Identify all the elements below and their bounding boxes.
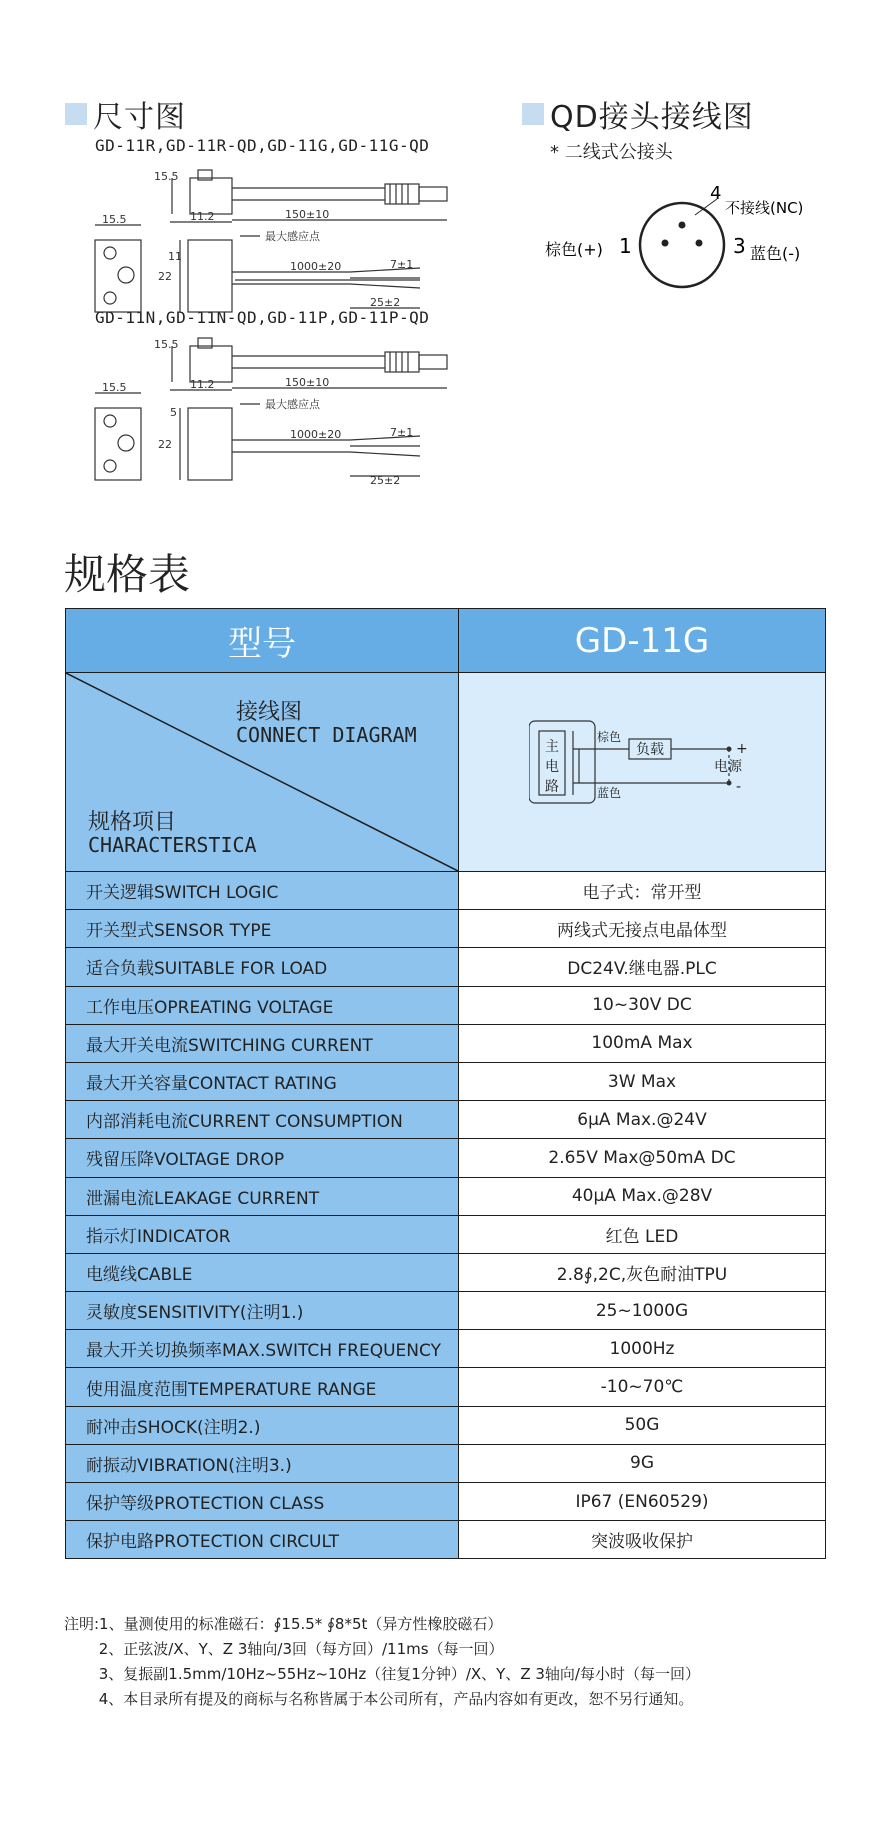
spec-row <box>66 1368 826 1406</box>
dim-h22-2: 22 <box>158 438 172 451</box>
pin1-number: 1 <box>619 234 632 258</box>
spec-value: 50G <box>459 1406 826 1444</box>
dim-h155-2: 15.5 <box>154 338 179 351</box>
spec-value: 红色 LED <box>459 1215 826 1253</box>
pin-4 <box>679 222 686 229</box>
dim-sense-1: 最大感应点 <box>265 230 320 243</box>
dim-w112-1: 11.2 <box>190 210 215 223</box>
dim-t25-1: 25±2 <box>370 296 401 309</box>
spec-item: 耐冲击SHOCK(注明2.) <box>66 1406 459 1444</box>
spec-item: 开关逻辑SWITCH LOGIC <box>66 872 459 910</box>
spec-item: 灵敏度SENSITIVITY(注明1.) <box>66 1292 459 1330</box>
spec-item: 电缆线CABLE <box>66 1253 459 1291</box>
spec-row <box>66 1215 826 1253</box>
spec-row <box>66 1483 826 1521</box>
power-label: 电源 <box>714 759 742 775</box>
model-line-2: GD-11N,GD-11N-QD,GD-11P,GD-11P-QD <box>95 308 430 327</box>
spec-row <box>66 1139 826 1177</box>
dim-h22-1: 22 <box>158 270 172 283</box>
pin4-number: 4 <box>710 185 722 204</box>
dim-len1000-2: 1000±20 <box>290 428 342 441</box>
sensor-top-view-2 <box>190 346 232 382</box>
diag-top-cn: 接线图 <box>236 700 303 725</box>
qd-connector-diagram <box>545 185 845 305</box>
header-model-value: GD-11G <box>459 609 826 673</box>
qd-subtitle: * 二线式公接头 <box>550 142 673 163</box>
spec-item: 保护电路PROTECTION CIRCULT <box>66 1521 459 1559</box>
spec-value: 100mA Max <box>459 1024 826 1062</box>
dimension-header <box>65 92 186 136</box>
diag-top-en: CONNECT DIAGRAM <box>236 723 417 747</box>
spec-value: DC24V.继电器.PLC <box>459 948 826 986</box>
minus-label: - <box>736 779 742 795</box>
spec-row <box>66 986 826 1024</box>
dim-t25-2: 25±2 <box>370 474 401 487</box>
spec-value: 2.8∮,2C,灰色耐油TPU <box>459 1253 826 1291</box>
qd-header <box>522 92 754 136</box>
dimension-drawings <box>90 160 530 500</box>
spec-row <box>66 1521 826 1559</box>
section-marker <box>522 103 544 125</box>
spec-item: 最大开关容量CONTACT RATING <box>66 1062 459 1100</box>
spec-item: 泄漏电流LEAKAGE CURRENT <box>66 1177 459 1215</box>
spec-row <box>66 1062 826 1100</box>
spec-row <box>66 1292 826 1330</box>
dim-w155-2: 15.5 <box>102 381 127 394</box>
pin3-label: 蓝色(-) <box>750 244 801 263</box>
spec-value: 40μA Max.@28V <box>459 1177 826 1215</box>
note-line: 2、正弦波/X、Y、Z 3轴向/3回（每方回）/11ms（每一回） <box>64 1640 504 1658</box>
connect-diagram-cell <box>459 673 826 872</box>
spec-item: 内部消耗电流CURRENT CONSUMPTION <box>66 1101 459 1139</box>
spec-row <box>66 910 826 948</box>
dimension-title: 尺寸图 <box>93 100 186 135</box>
spec-item: 适合负载SUITABLE FOR LOAD <box>66 948 459 986</box>
spec-value: 25~1000G <box>459 1292 826 1330</box>
spec-row <box>66 872 826 910</box>
spec-value: 两线式无接点电晶体型 <box>459 910 826 948</box>
spec-value: 6μA Max.@24V <box>459 1101 826 1139</box>
spec-item: 使用温度范围TEMPERATURE RANGE <box>66 1368 459 1406</box>
dim-len150-2: 150±10 <box>285 376 330 389</box>
spec-value: 10~30V DC <box>459 986 826 1024</box>
dim-h5-2: 5 <box>170 406 177 419</box>
spec-item: 工作电压OPREATING VOLTAGE <box>66 986 459 1024</box>
spec-value: 突波吸收保护 <box>459 1521 826 1559</box>
spec-item: 指示灯INDICATOR <box>66 1215 459 1253</box>
dim-t7-2: 7±1 <box>390 426 414 439</box>
spec-value: 9G <box>459 1444 826 1482</box>
dim-sense-2: 最大感应点 <box>265 398 320 411</box>
diagram-corner-cell <box>66 673 459 872</box>
spec-item: 最大开关电流SWITCHING CURRENT <box>66 1024 459 1062</box>
diag-bottom-en: CHARACTERSTICA <box>88 833 257 857</box>
pin4-label: 不接线(NC) <box>725 199 804 217</box>
spec-row <box>66 1253 826 1291</box>
spec-row <box>66 1330 826 1368</box>
spec-row <box>66 1444 826 1482</box>
sensor-side-view-2 <box>188 408 232 480</box>
note-line: 4、本目录所有提及的商标与名称皆属于本公司所有，产品内容如有更改，恕不另行通知。 <box>64 1690 694 1708</box>
spec-table <box>65 608 826 1559</box>
pin-3 <box>696 240 703 247</box>
main-char-3: 路 <box>545 779 559 795</box>
main-char-1: 主 <box>545 739 559 755</box>
spec-row <box>66 1024 826 1062</box>
dim-w155-1: 15.5 <box>102 213 127 226</box>
spec-row <box>66 948 826 986</box>
dim-len1000-1: 1000±20 <box>290 260 342 273</box>
spec-value: 2.65V Max@50mA DC <box>459 1139 826 1177</box>
spec-value: 1000Hz <box>459 1330 826 1368</box>
sensor-side-view-1 <box>188 240 232 312</box>
spec-item: 保护等级PROTECTION CLASS <box>66 1483 459 1521</box>
spec-value: -10~70℃ <box>459 1368 826 1406</box>
spec-item: 残留压降VOLTAGE DROP <box>66 1139 459 1177</box>
load-label: 负载 <box>636 742 664 758</box>
pin1-label: 棕色(+) <box>545 240 603 259</box>
dim-w112-2: 11.2 <box>190 378 215 391</box>
spec-value: 电子式：常开型 <box>459 872 826 910</box>
pin-1 <box>662 240 669 247</box>
connect-circuit <box>529 711 769 831</box>
dim-h155-1: 15.5 <box>154 170 179 183</box>
dim-t7-1: 7±1 <box>390 258 414 271</box>
diag-bottom-cn: 规格项目 <box>88 810 177 835</box>
qd-title: QD接头接线图 <box>550 100 754 135</box>
header-model-label: 型号 <box>66 609 459 673</box>
dim-h11-1: 11 <box>168 250 182 263</box>
model-line-1: GD-11R,GD-11R-QD,GD-11G,GD-11G-QD <box>95 136 430 155</box>
spec-value: IP67 (EN60529) <box>459 1483 826 1521</box>
pin3-number: 3 <box>733 234 746 258</box>
note-line: 3、复振副1.5mm/10Hz~55Hz~10Hz（往复1分钟）/X、Y、Z 3轴向/每小时（每一回） <box>64 1665 700 1683</box>
main-char-2: 电 <box>545 759 559 775</box>
spec-title: 规格表 <box>64 550 191 599</box>
section-marker <box>65 103 87 125</box>
brown-wire-label: 棕色 <box>597 730 622 744</box>
spec-value: 3W Max <box>459 1062 826 1100</box>
dim-len150-1: 150±10 <box>285 208 330 221</box>
note-line: 注明:1、量测使用的标准磁石：∮15.5* ∮8*5t（异方性橡胶磁石） <box>64 1615 503 1633</box>
spec-item: 耐振动VIBRATION(注明3.) <box>66 1444 459 1482</box>
spec-item: 最大开关切换频率MAX.SWITCH FREQUENCY <box>66 1330 459 1368</box>
spec-row <box>66 1101 826 1139</box>
connector-circle <box>640 203 724 287</box>
spec-row <box>66 1406 826 1444</box>
blue-wire-label: 蓝色 <box>597 786 622 800</box>
sensor-top-view-1 <box>190 178 232 214</box>
spec-rows <box>66 872 826 1559</box>
spec-row <box>66 1177 826 1215</box>
spec-item: 开关型式SENSOR TYPE <box>66 910 459 948</box>
plus-label: + <box>736 741 748 757</box>
notes-block <box>64 1612 700 1712</box>
